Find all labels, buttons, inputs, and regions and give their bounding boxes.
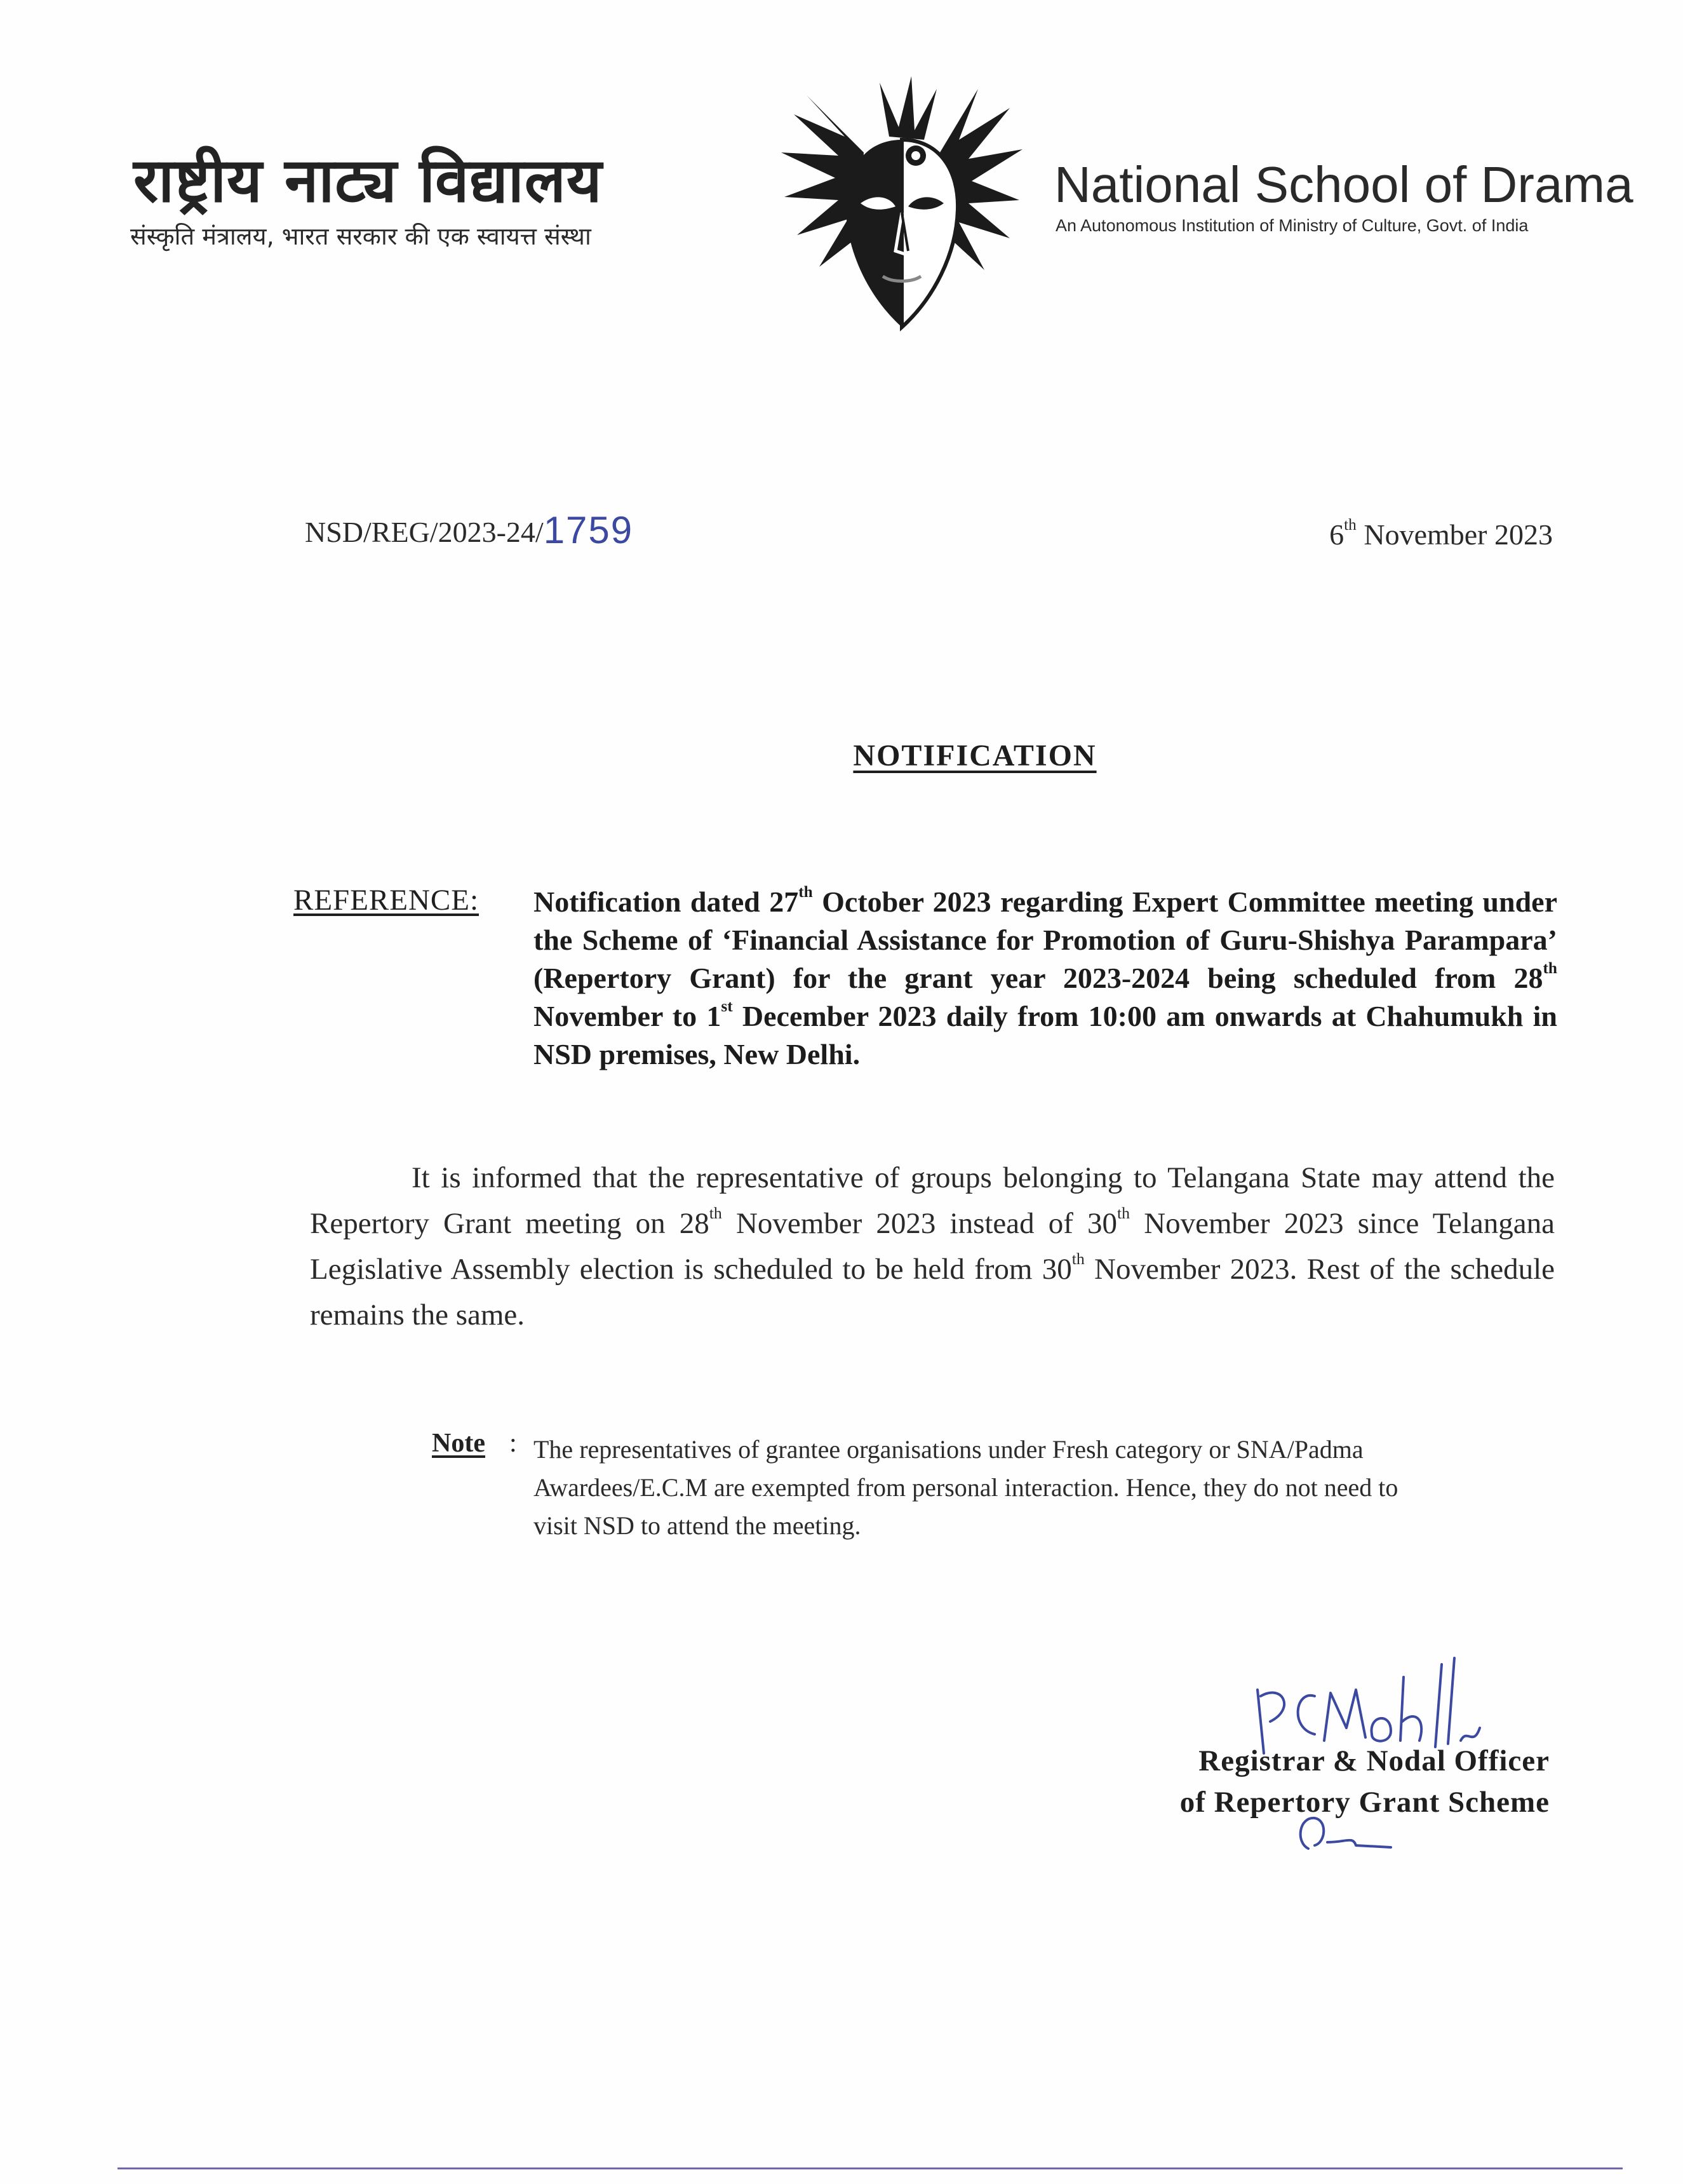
document-date — [1329, 518, 1553, 551]
hindi-institution-subtitle: संस्कृति मंत्रालय, भारत सरकार की एक स्वायत्त संस्था — [130, 222, 591, 250]
hindi-institution-title: राष्ट्रीय नाट्य विद्यालय — [133, 145, 603, 216]
note-label: Note — [432, 1429, 485, 1458]
notification-heading: NOTIFICATION — [853, 739, 1097, 772]
signatory-designation: Registrar & Nodal Officer — [1198, 1744, 1550, 1777]
body-text-part: It is informed that the representative of groups belonging to Telangana State may attend the Repertory Grant meeting on 28 — [310, 1161, 1555, 1240]
notification-body-paragraph — [310, 1155, 1555, 1338]
ordinal-suffix: th — [798, 883, 813, 901]
ordinal-suffix: th — [1543, 959, 1557, 978]
body-text-part: November 2023. Rest of the schedule remains the same. — [310, 1253, 1555, 1331]
reference-number-prefix: NSD/REG/2023-24/ — [305, 516, 544, 548]
body-text-part: November 2023 instead of 30 — [721, 1207, 1117, 1240]
note-colon: : — [509, 1429, 517, 1458]
reference-text-part: December 2023 daily from 10:00 am onwards at Chahumukh in NSD premises, New Delhi. — [533, 1000, 1557, 1070]
ordinal-suffix: th — [1071, 1249, 1085, 1268]
body-text-part: November 2023 since Telangana Legislative Assembly election is scheduled to be held from 30 — [310, 1207, 1555, 1286]
date-month-year: November 2023 — [1356, 518, 1553, 551]
footer-divider — [117, 2167, 1623, 2169]
reference-text-part: October 2023 regarding Expert Committee meeting under the Scheme of ‘Financial Assistance for Promotion of Guru-Shishya Parampara’ (Repertory Grant) for the grant year 2023-2024 being scheduled from 28 — [533, 886, 1557, 994]
reference-text-part: Notification dated 27 — [533, 886, 799, 918]
english-institution-subtitle: An Autonomous Institution of Ministry of Culture, Govt. of India — [1056, 216, 1529, 235]
reference-number — [305, 508, 633, 552]
date-day: 6 — [1329, 518, 1344, 551]
ordinal-suffix: st — [721, 997, 733, 1016]
signatory-scheme: of Repertory Grant Scheme — [1179, 1786, 1550, 1819]
note-text: The representatives of grantee organisations under Fresh category or SNA/Padma Awardees/E.C.M are exempted from personal interaction. Hence, they do not need to visit NSD to attend the meeting. — [533, 1435, 1398, 1540]
date-day-suffix: th — [1344, 516, 1357, 534]
english-institution-title: National School of Drama — [1054, 156, 1633, 213]
ordinal-suffix: th — [709, 1203, 722, 1222]
reference-text — [533, 883, 1557, 1074]
handwritten-reference-number: 1759 — [543, 509, 634, 551]
ordinal-suffix: th — [1116, 1203, 1130, 1222]
nsd-mask-logo-icon — [768, 76, 1035, 343]
reference-label: REFERENCE: — [293, 884, 479, 917]
reference-text-part: November to 1 — [533, 1000, 721, 1032]
